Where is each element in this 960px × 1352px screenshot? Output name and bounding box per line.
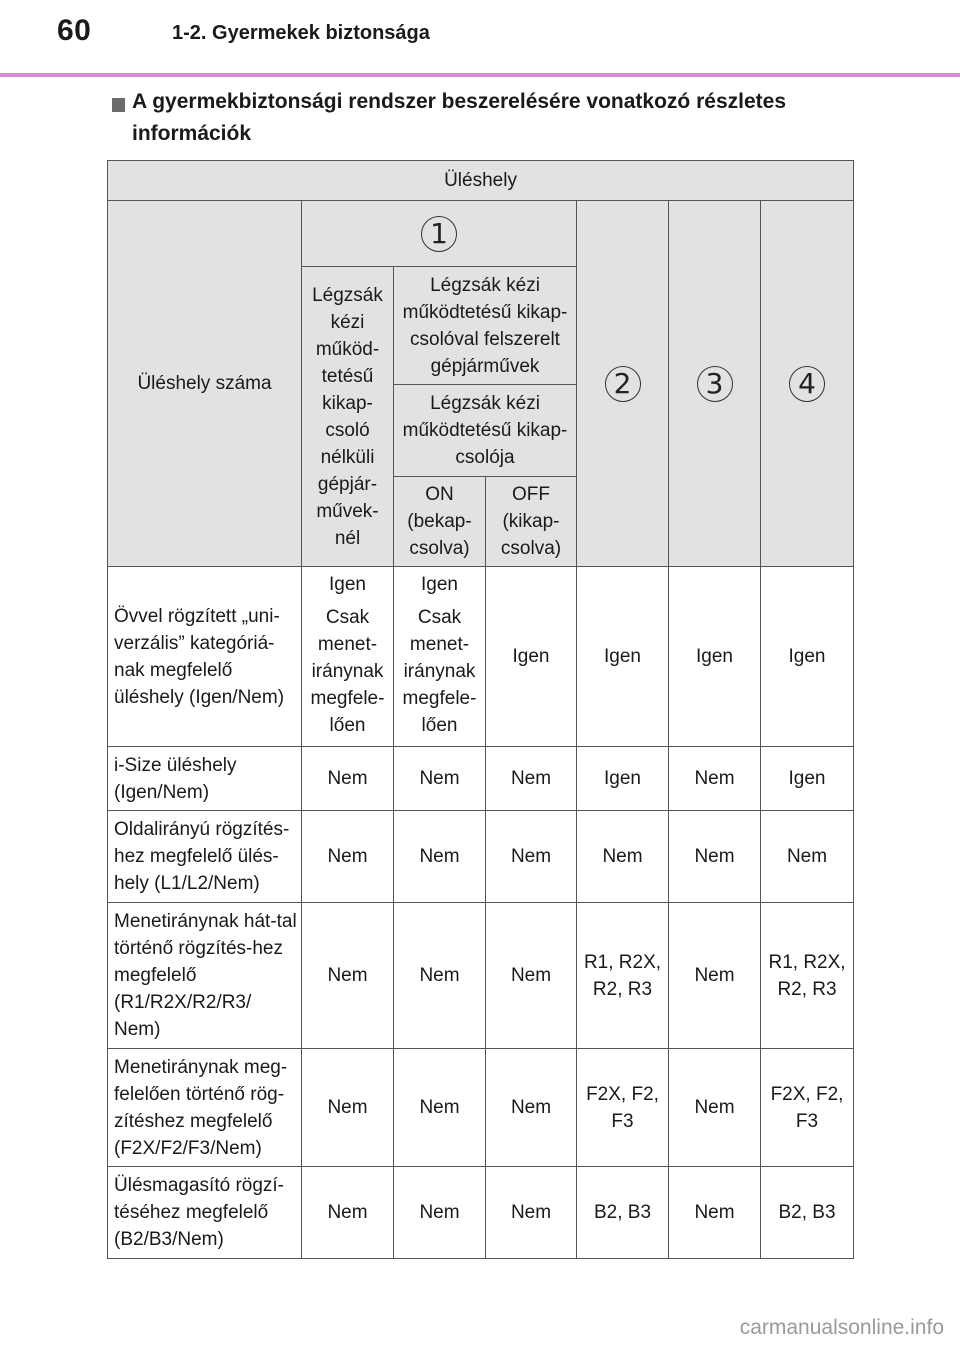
table-row [108, 1049, 854, 1167]
switch-off-header: OFF (kikap-csolva) [486, 477, 577, 567]
header-divider [0, 73, 960, 77]
section-title: A gyermekbiztonsági rendszer beszerelésére vonatkozó részletes információk [132, 90, 786, 145]
table-cell: B2, B3 [761, 1167, 854, 1259]
row-label: Oldalirányú rögzítés-hez megfelelő ülés-hely (L1/L2/Nem) [108, 811, 302, 903]
cell-value: Igen [421, 574, 458, 595]
table-cell: Igen [761, 567, 854, 747]
table-cell: F2X, F2, F3 [577, 1049, 669, 1167]
table-cell: Nem [486, 811, 577, 903]
table-cell: Igen [577, 747, 669, 811]
watermark: carmanualsonline.info [739, 1316, 944, 1339]
switch-on-header: ON (bekap-csolva) [394, 477, 486, 567]
table-cell: Nem [669, 747, 761, 811]
row-label: Ülésmagasító rögzí-téséhez megfelelő (B2/B3/Nem) [108, 1167, 302, 1259]
table-cell: Nem [486, 1167, 577, 1259]
seat-1-header [302, 201, 577, 267]
table-cell: Nem [669, 903, 761, 1049]
table-row [108, 1167, 854, 1259]
with-switch-column-header: Légzsák kézi működtetésű kikap-csolóval felszerelt gépjárművek [394, 267, 577, 385]
table-cell: Igen [669, 567, 761, 747]
table-row [108, 811, 854, 903]
table-cell: Nem [669, 1049, 761, 1167]
seat-3-header [669, 201, 761, 567]
table-cell: Nem [669, 811, 761, 903]
cell-note: Csak menet-iránynak megfele-lően [402, 607, 477, 736]
table-row [108, 747, 854, 811]
table-row [108, 567, 854, 747]
seat-2-header [577, 201, 669, 567]
table-cell: Nem [486, 903, 577, 1049]
table-cell: Nem [302, 811, 394, 903]
table-cell [302, 567, 394, 747]
no-switch-column-header: Légzsák kézi működ-tetésű kikap-csoló nélküli gépjár-művek-nél [302, 267, 394, 567]
table-cell: Nem [394, 903, 486, 1049]
table-cell: Nem [394, 1167, 486, 1259]
table-cell: Nem [394, 811, 486, 903]
row-label: Menetiránynak hát-tal történő rögzítés-hez megfelelő (R1/R2X/R2/R3/ Nem) [108, 903, 302, 1049]
page-header [0, 0, 960, 80]
row-label: Menetiránynak meg-felelően történő rög-zítéshez megfelelő (F2X/F2/F3/Nem) [108, 1049, 302, 1167]
row-label: i-Size üléshely (Igen/Nem) [108, 747, 302, 811]
table-cell: Nem [302, 903, 394, 1049]
table-cell [394, 567, 486, 747]
table-cell: Nem [302, 1049, 394, 1167]
table-cell: Nem [761, 811, 854, 903]
page-number: 60 [57, 14, 92, 47]
table-cell: Nem [394, 747, 486, 811]
table-cell: Nem [302, 1167, 394, 1259]
table-cell: Nem [486, 747, 577, 811]
table-row [108, 903, 854, 1049]
table-cell: B2, B3 [577, 1167, 669, 1259]
child-seat-table [107, 160, 854, 1259]
table-cell: Nem [302, 747, 394, 811]
table-cell: Igen [486, 567, 577, 747]
seat-4-header [761, 201, 854, 567]
cell-value: Igen [329, 574, 366, 595]
seat-4-number: 4 [789, 366, 825, 402]
airbag-switch-header: Légzsák kézi működtetésű kikap-csolója [394, 385, 577, 477]
table-cell: Igen [761, 747, 854, 811]
seat-2-number: 2 [605, 366, 641, 402]
table-cell: Nem [486, 1049, 577, 1167]
table-cell: Nem [577, 811, 669, 903]
table-cell: Nem [394, 1049, 486, 1167]
row-label: Övvel rögzített „uni-verzális” kategóriá-nak megfelelő üléshely (Igen/Nem) [108, 567, 302, 747]
table-cell: F2X, F2, F3 [761, 1049, 854, 1167]
table-cell: Nem [669, 1167, 761, 1259]
seat-position-header: Üléshely [108, 161, 854, 201]
seat-1-number: 1 [421, 216, 457, 252]
seat-3-number: 3 [697, 366, 733, 402]
cell-note: Csak menet-iránynak megfele-lően [310, 607, 385, 736]
square-bullet-icon [112, 98, 125, 112]
seat-number-label: Üléshely száma [108, 201, 302, 567]
table-cell: R1, R2X, R2, R3 [761, 903, 854, 1049]
chapter-title: 1-2. Gyermekek biztonsága [172, 22, 430, 44]
table-cell: R1, R2X, R2, R3 [577, 903, 669, 1049]
table-cell: Igen [577, 567, 669, 747]
